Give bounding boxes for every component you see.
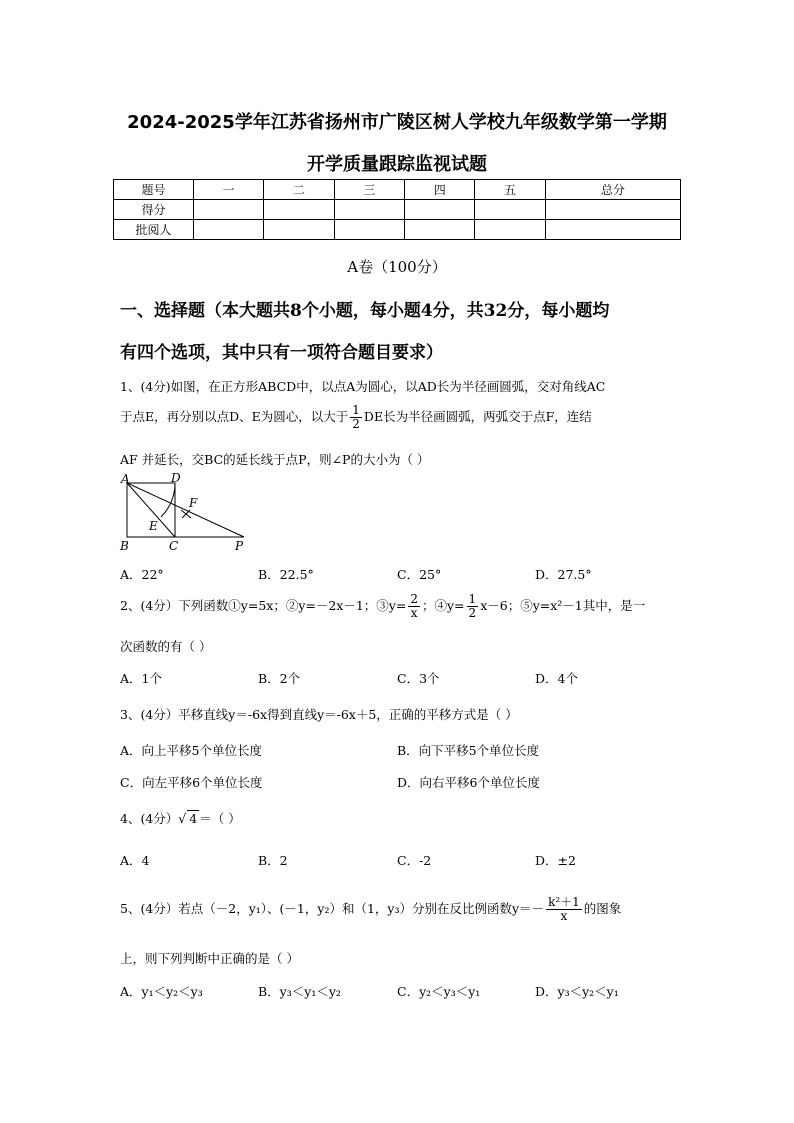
score-header-cell: 总分: [545, 180, 680, 200]
q2-option-c[interactable]: C．3个: [397, 671, 440, 686]
frac-denominator: 2: [468, 606, 477, 620]
q5-option-d[interactable]: D．y₃＜y₂＜y₁: [535, 984, 619, 999]
q3-option-b[interactable]: B．向下平移5个单位长度: [397, 743, 540, 758]
frac-denominator: 2: [352, 417, 360, 431]
q4-radicand: 4: [189, 811, 198, 826]
q1-line2-a: 于点E，再分别以点D、E为圆心，以大于: [120, 409, 349, 424]
label-b: B: [120, 539, 129, 553]
label-p: P: [235, 539, 244, 553]
q1-line3: AF 并延长，交BC的延长线于点P，则∠P的大小为（ ）: [120, 452, 430, 467]
q2-option-a[interactable]: A．1个: [120, 671, 162, 686]
q2-option-b[interactable]: B．2个: [258, 671, 301, 686]
q5-line1: [120, 896, 621, 923]
score-header-cell: 二: [264, 180, 334, 200]
score-cell[interactable]: [405, 200, 475, 220]
frac-denominator: x: [410, 606, 418, 620]
section-a-title: A卷（100分）: [347, 258, 447, 276]
q1-option-c[interactable]: C．25°: [397, 567, 442, 582]
label-c: C: [169, 539, 179, 553]
score-table-row: [114, 220, 681, 240]
score-cell[interactable]: [545, 200, 680, 220]
q5-fraction: [546, 896, 582, 923]
q2-line2: 次函数的有（ ）: [120, 639, 212, 654]
score-cell[interactable]: [194, 220, 264, 240]
label-a: A: [121, 472, 130, 486]
q1-line2: [120, 404, 592, 431]
exam-title-line1: 2024-2025学年江苏省扬州市广陵区树人学校九年级数学第一学期: [127, 112, 667, 133]
score-cell[interactable]: [264, 200, 334, 220]
q5-line2: 上，则下列判断中正确的是（ ）: [120, 951, 299, 966]
score-row-label: 批阅人: [114, 220, 194, 240]
q3-option-c[interactable]: C．向左平移6个单位长度: [120, 775, 263, 790]
score-table-row: [114, 200, 681, 220]
line-ap: [127, 483, 244, 537]
score-cell[interactable]: [334, 200, 404, 220]
label-e: E: [149, 519, 158, 533]
score-cell[interactable]: [334, 220, 404, 240]
q1-option-a[interactable]: A．22°: [120, 567, 164, 582]
q1-option-b[interactable]: B．22.5°: [258, 567, 314, 582]
sqrt-icon: √: [178, 811, 187, 826]
q2-part1: 2、(4分）下列函数①y=5x；②y=－2x－1；③y=: [120, 598, 407, 613]
q4-option-b[interactable]: B．2: [258, 853, 288, 868]
q2-line1: [120, 593, 645, 620]
q5-part1: 5、(4分）若点（－2，y₁）、(－1，y₂）和（1，y₃）分别在反比例函数y＝－: [120, 901, 545, 916]
q5-option-a[interactable]: A．y₁＜y₂＜y₃: [120, 984, 203, 999]
exam-title-line2: 开学质量跟踪监视试题: [307, 154, 487, 175]
frac-numerator: 2: [410, 592, 418, 606]
q4-option-c[interactable]: C．-2: [397, 853, 432, 868]
score-header-cell: 题号: [114, 180, 194, 200]
q3-line1: 3、(4分）平移直线y＝-6x得到直线y＝-6x＋5，正确的平移方式是（ ）: [120, 707, 518, 722]
frac-numerator: 1: [352, 403, 360, 417]
q1-line1: 1、(4分)如图，在正方形ABCD中，以点A为圆心，以AD长为半径画圆弧，交对角线AC: [120, 379, 606, 394]
frac-numerator: 1: [468, 592, 477, 606]
score-header-cell: 三: [334, 180, 404, 200]
q2-part3: x－6；⑤y=x²－1其中，是一: [480, 598, 646, 613]
score-cell[interactable]: [545, 220, 680, 240]
q4-line1: [120, 809, 241, 827]
q5-option-c[interactable]: C．y₂＜y₃＜y₁: [397, 984, 481, 999]
q5-option-b[interactable]: B．y₃＜y₁＜y₂: [258, 984, 341, 999]
score-cell[interactable]: [475, 220, 545, 240]
frac-denominator: x: [560, 909, 568, 923]
score-cell[interactable]: [475, 200, 545, 220]
score-header-cell: 四: [405, 180, 475, 200]
score-cell[interactable]: [194, 200, 264, 220]
q1-fraction: [350, 404, 362, 431]
score-row-label: 得分: [114, 200, 194, 220]
score-header-cell: 五: [475, 180, 545, 200]
label-f: F: [189, 496, 198, 510]
score-table-header-row: [114, 180, 681, 200]
q4-option-d[interactable]: D．±2: [535, 853, 576, 868]
q1-line2-b: DE长为半径画圆弧，两弧交于点F，连结: [363, 409, 592, 424]
q4-prefix: 4、(4分）: [120, 811, 179, 826]
q4-suffix: ＝（ ）: [199, 811, 241, 826]
q1-geometry-figure: [118, 472, 253, 556]
q2-fraction2: [467, 593, 479, 620]
q5-part2: 的图象: [583, 901, 622, 916]
section1-heading-line2: 有四个选项，其中只有一项符合题目要求）: [120, 343, 443, 363]
frac-numerator: k²＋1: [548, 895, 580, 909]
q2-option-d[interactable]: D．4个: [535, 671, 578, 686]
score-cell[interactable]: [264, 220, 334, 240]
section1-heading-line1: 一、选择题（本大题共8个小题，每小题4分，共32分，每小题均: [120, 301, 610, 321]
q4-option-a[interactable]: A．4: [120, 853, 150, 868]
score-table: [113, 179, 681, 240]
score-cell[interactable]: [405, 220, 475, 240]
score-header-cell: 一: [194, 180, 264, 200]
q2-part2: ；④y=: [422, 598, 465, 613]
q3-option-a[interactable]: A．向上平移5个单位长度: [120, 743, 262, 758]
label-d: D: [171, 472, 181, 485]
q1-option-d[interactable]: D．27.5°: [535, 567, 592, 582]
q2-fraction1: [408, 593, 420, 620]
q3-option-d[interactable]: D．向右平移6个单位长度: [397, 775, 540, 790]
